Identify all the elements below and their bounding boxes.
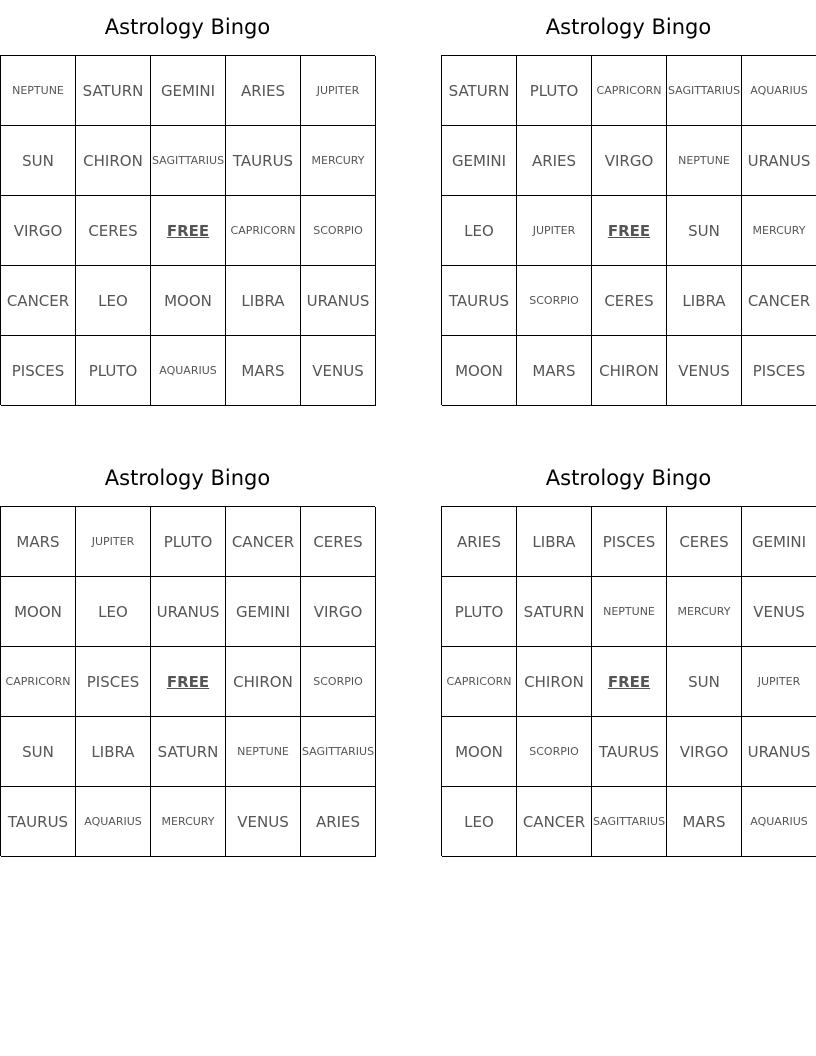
- bingo-grid: [441, 506, 816, 856]
- bingo-cell: VENUS: [742, 577, 816, 647]
- bingo-cell: URANUS: [742, 126, 816, 196]
- bingo-cell: AQUARIUS: [76, 787, 151, 857]
- bingo-cell: CHIRON: [226, 647, 301, 717]
- bingo-cell: JUPITER: [76, 507, 151, 577]
- bingo-cell: LEO: [442, 196, 517, 266]
- bingo-cell: GEMINI: [151, 56, 226, 126]
- bingo-cell: SCORPIO: [301, 196, 376, 266]
- bingo-cell: PISCES: [742, 336, 816, 406]
- card-title: Astrology Bingo: [545, 15, 712, 39]
- bingo-cell: CAPRICORN: [226, 196, 301, 266]
- bingo-cell: PISCES: [1, 336, 76, 406]
- bingo-cell: SATURN: [517, 577, 592, 647]
- bingo-cell: VENUS: [226, 787, 301, 857]
- bingo-cell: SCORPIO: [517, 717, 592, 787]
- bingo-cell: NEPTUNE: [226, 717, 301, 787]
- bingo-cell: JUPITER: [301, 56, 376, 126]
- bingo-cell: GEMINI: [442, 126, 517, 196]
- bingo-cell: MERCURY: [667, 577, 742, 647]
- bingo-cell: MERCURY: [301, 126, 376, 196]
- bingo-cell: JUPITER: [742, 647, 816, 717]
- bingo-grid: [0, 506, 375, 856]
- bingo-cell: URANUS: [742, 717, 816, 787]
- bingo-card-3: [0, 451, 375, 856]
- bingo-cell: CANCER: [742, 266, 816, 336]
- bingo-cell: SATURN: [76, 56, 151, 126]
- bingo-card-1: [0, 0, 375, 405]
- bingo-cell: CHIRON: [592, 336, 667, 406]
- bingo-cell: CANCER: [226, 507, 301, 577]
- bingo-cell: CANCER: [1, 266, 76, 336]
- bingo-cell: NEPTUNE: [1, 56, 76, 126]
- card-title: Astrology Bingo: [104, 15, 271, 39]
- bingo-cell: ARIES: [517, 126, 592, 196]
- bingo-cell: SCORPIO: [517, 266, 592, 336]
- bingo-cell: JUPITER: [517, 196, 592, 266]
- bingo-cell: SUN: [667, 196, 742, 266]
- bingo-cell: NEPTUNE: [667, 126, 742, 196]
- card-title: Astrology Bingo: [545, 466, 712, 490]
- bingo-cell: CERES: [592, 266, 667, 336]
- bingo-cell: LIBRA: [517, 507, 592, 577]
- bingo-cell: GEMINI: [742, 507, 816, 577]
- bingo-cell: PLUTO: [517, 56, 592, 126]
- free-space: FREE: [151, 647, 226, 717]
- bingo-cell: MERCURY: [151, 787, 226, 857]
- bingo-cell: MARS: [517, 336, 592, 406]
- bingo-cell: GEMINI: [226, 577, 301, 647]
- bingo-cell: PISCES: [592, 507, 667, 577]
- bingo-cell: SAGITTARIUS: [667, 56, 742, 126]
- bingo-cell: MOON: [1, 577, 76, 647]
- bingo-cell: VIRGO: [1, 196, 76, 266]
- bingo-cell: MARS: [667, 787, 742, 857]
- free-space: FREE: [592, 196, 667, 266]
- bingo-cell: URANUS: [151, 577, 226, 647]
- bingo-cell: PISCES: [76, 647, 151, 717]
- bingo-cell: LIBRA: [667, 266, 742, 336]
- bingo-cell: PLUTO: [442, 577, 517, 647]
- bingo-cell: PLUTO: [151, 507, 226, 577]
- bingo-cell: LEO: [76, 577, 151, 647]
- bingo-cell: CAPRICORN: [1, 647, 76, 717]
- free-space: FREE: [151, 196, 226, 266]
- bingo-card-4: [441, 451, 816, 856]
- bingo-cell: SUN: [667, 647, 742, 717]
- bingo-cell: CERES: [301, 507, 376, 577]
- bingo-cell: VIRGO: [301, 577, 376, 647]
- bingo-cell: MOON: [151, 266, 226, 336]
- bingo-cell: LEO: [442, 787, 517, 857]
- free-space: FREE: [592, 647, 667, 717]
- bingo-cell: CANCER: [517, 787, 592, 857]
- bingo-cell: AQUARIUS: [742, 56, 816, 126]
- bingo-cell: MERCURY: [742, 196, 816, 266]
- bingo-cell: ARIES: [301, 787, 376, 857]
- bingo-cell: ARIES: [226, 56, 301, 126]
- bingo-cell: LIBRA: [76, 717, 151, 787]
- bingo-cell: CAPRICORN: [442, 647, 517, 717]
- bingo-cell: MARS: [226, 336, 301, 406]
- bingo-cell: SATURN: [151, 717, 226, 787]
- bingo-cell: MOON: [442, 717, 517, 787]
- bingo-cell: SCORPIO: [301, 647, 376, 717]
- bingo-cell: VIRGO: [667, 717, 742, 787]
- bingo-cell: SUN: [1, 126, 76, 196]
- bingo-card-2: [441, 0, 816, 405]
- bingo-cell: TAURUS: [1, 787, 76, 857]
- bingo-cell: LEO: [76, 266, 151, 336]
- bingo-cell: MARS: [1, 507, 76, 577]
- bingo-cell: MOON: [442, 336, 517, 406]
- bingo-cell: NEPTUNE: [592, 577, 667, 647]
- card-title: Astrology Bingo: [104, 466, 271, 490]
- bingo-cell: ARIES: [442, 507, 517, 577]
- bingo-cell: TAURUS: [592, 717, 667, 787]
- bingo-cell: AQUARIUS: [742, 787, 816, 857]
- bingo-grid: [441, 55, 816, 405]
- bingo-cell: TAURUS: [442, 266, 517, 336]
- bingo-cell: SAGITTARIUS: [151, 126, 226, 196]
- bingo-cell: LIBRA: [226, 266, 301, 336]
- bingo-cell: VENUS: [301, 336, 376, 406]
- bingo-cell: CAPRICORN: [592, 56, 667, 126]
- bingo-cell: SATURN: [442, 56, 517, 126]
- bingo-cell: VENUS: [667, 336, 742, 406]
- bingo-cell: SAGITTARIUS: [301, 717, 376, 787]
- bingo-cell: VIRGO: [592, 126, 667, 196]
- bingo-cell: CERES: [76, 196, 151, 266]
- bingo-cell: TAURUS: [226, 126, 301, 196]
- bingo-cell: CERES: [667, 507, 742, 577]
- bingo-cell: CHIRON: [76, 126, 151, 196]
- bingo-cell: SUN: [1, 717, 76, 787]
- bingo-cell: PLUTO: [76, 336, 151, 406]
- bingo-grid: [0, 55, 375, 405]
- bingo-cell: AQUARIUS: [151, 336, 226, 406]
- bingo-cell: URANUS: [301, 266, 376, 336]
- bingo-cell: SAGITTARIUS: [592, 787, 667, 857]
- bingo-cell: CHIRON: [517, 647, 592, 717]
